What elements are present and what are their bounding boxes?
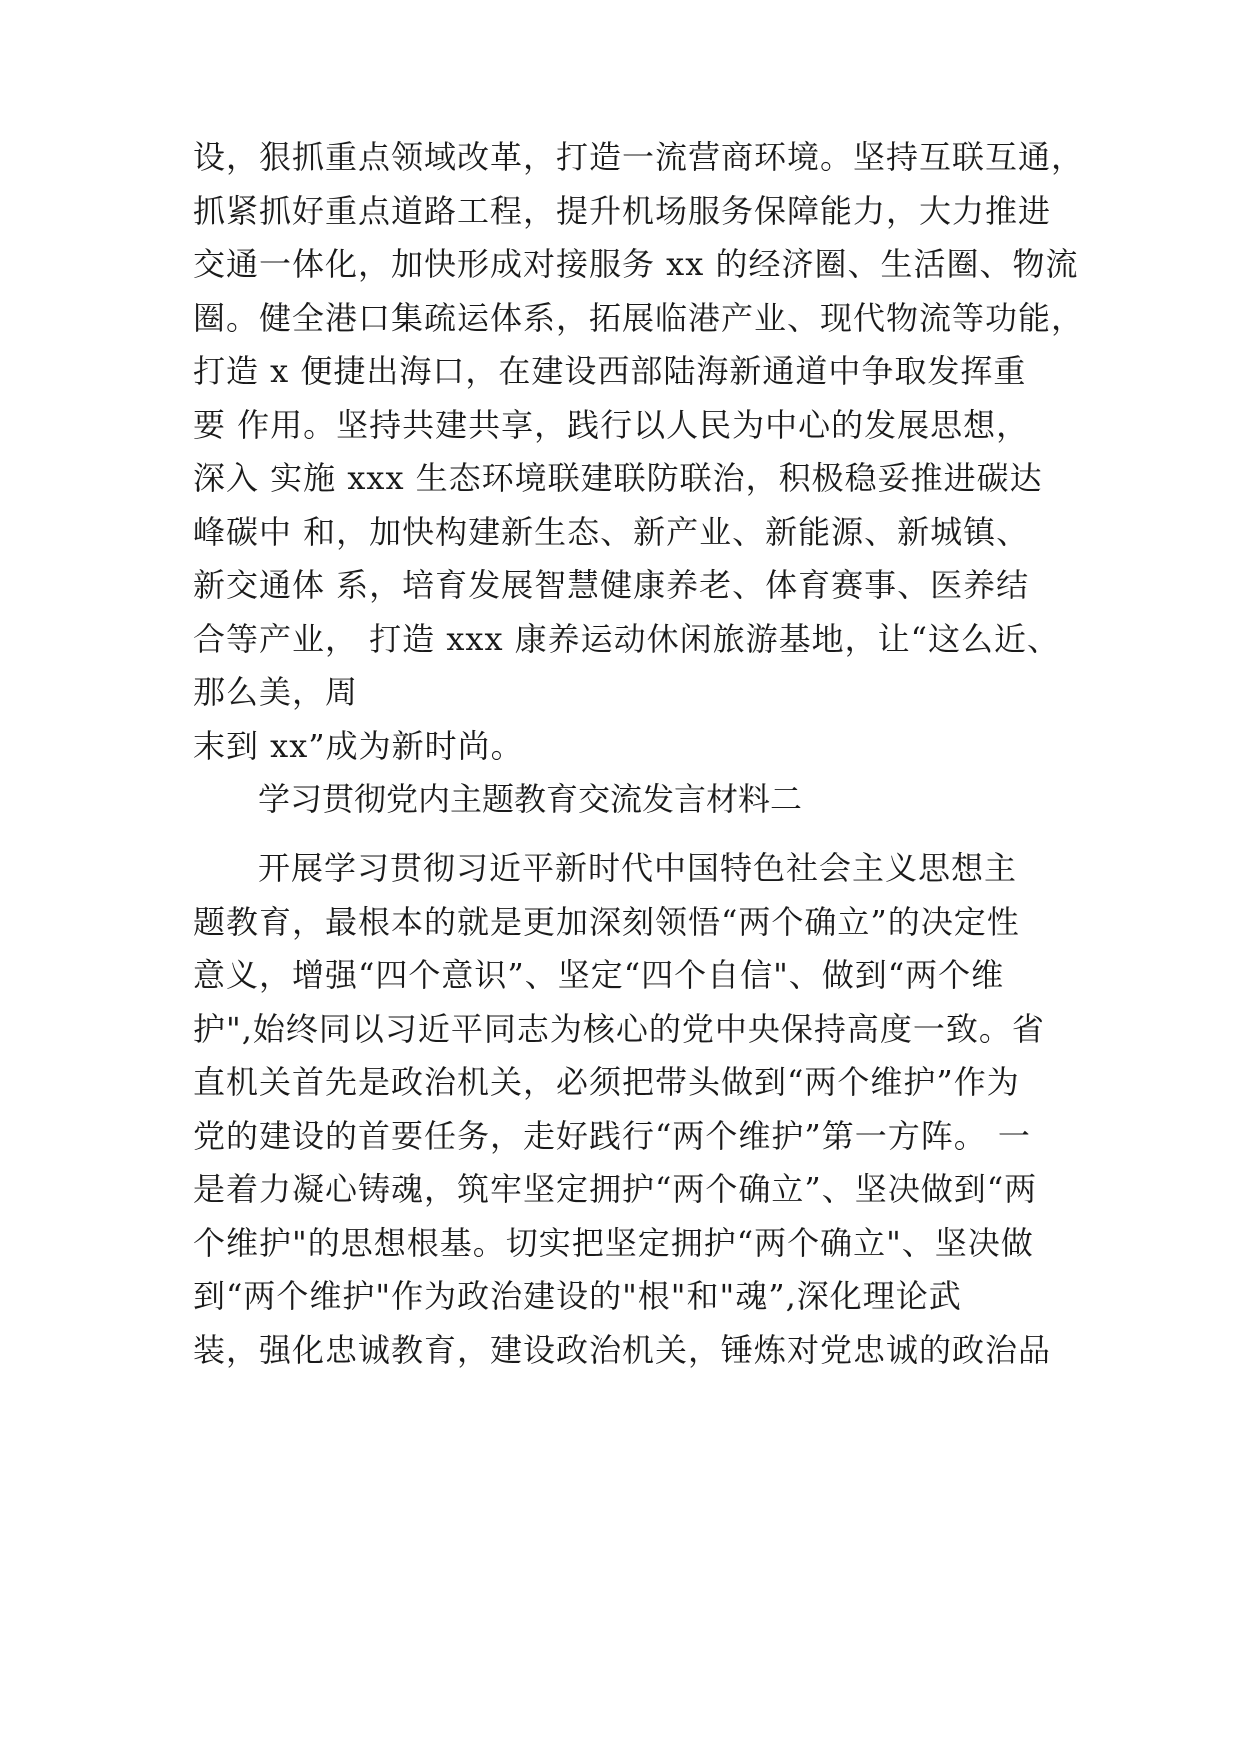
- paragraph-line: 峰碳中 和，加快构建新生态、新产业、新能源、新城镇、: [193, 513, 1030, 551]
- paragraph-line: 新交通体 系，培育发展智慧健康养老、体育赛事、医养结: [193, 566, 1030, 604]
- paragraph-line: 直机关首先是政治机关，必须把带头做到“两个维护”作为: [193, 1063, 1020, 1101]
- paragraph-line: 那么美，周: [193, 673, 359, 711]
- paragraph-line: 党的建设的首要任务，走好践行“两个维护”第一方阵。 一: [193, 1117, 1031, 1155]
- paragraph-line: 深入 实施 xxx 生态环境联建联防联治，积极稳妥推进碳达: [193, 459, 1043, 497]
- paragraph-line: 合等产业， 打造 xxx 康养运动休闲旅游基地，让“这么近、: [193, 620, 1061, 658]
- paragraph-line: 打造 x 便捷出海口，在建设西部陆海新通道中争取发挥重: [193, 352, 1027, 390]
- paragraph-line: 到“两个维护"作为政治建设的"根"和"魂”,深化理论武: [193, 1277, 962, 1315]
- paragraph-line: 抓紧抓好重点道路工程，提升机场服务保障能力，大力推进: [193, 192, 1052, 230]
- paragraph-line: 装，强化忠诚教育，建设政治机关，锤炼对党忠诚的政治品: [193, 1331, 1052, 1369]
- paragraph-line: 是着力凝心铸魂，筑牢坚定拥护“两个确立”、坚决做到“两: [193, 1170, 1038, 1208]
- paragraph-line: 设，狠抓重点领域改革，打造一流营商环境。坚持互联互通，: [193, 138, 1085, 176]
- paragraph-line: 圈。健全港口集疏运体系，拓展临港产业、现代物流等功能，: [193, 299, 1085, 337]
- paragraph-line: 意义，增强“四个意识”、坚定“四个自信"、做到“两个维: [193, 956, 1005, 994]
- paragraph-line: 末到 xx”成为新时尚。: [193, 727, 524, 765]
- paragraph-line: 要 作用。坚持共建共享，践行以人民为中心的发展思想，: [193, 406, 1030, 444]
- paragraph-line: 开展学习贯彻习近平新时代中国特色社会主义思想主: [258, 849, 1018, 887]
- paragraph-line: 个维护"的思想根基。切实把坚定拥护“两个确立"、坚决做: [193, 1224, 1034, 1262]
- paragraph-line: 题教育，最根本的就是更加深刻领悟“两个确立”的决定性: [193, 903, 1020, 941]
- section-heading: 学习贯彻党内主题教育交流发言材料二: [258, 780, 803, 818]
- paragraph-line: 交通一体化，加快形成对接服务 xx 的经济圈、生活圈、物流: [193, 245, 1079, 283]
- paragraph-line: 护",始终同以习近平同志为核心的党中央保持高度一致。省: [193, 1010, 1045, 1048]
